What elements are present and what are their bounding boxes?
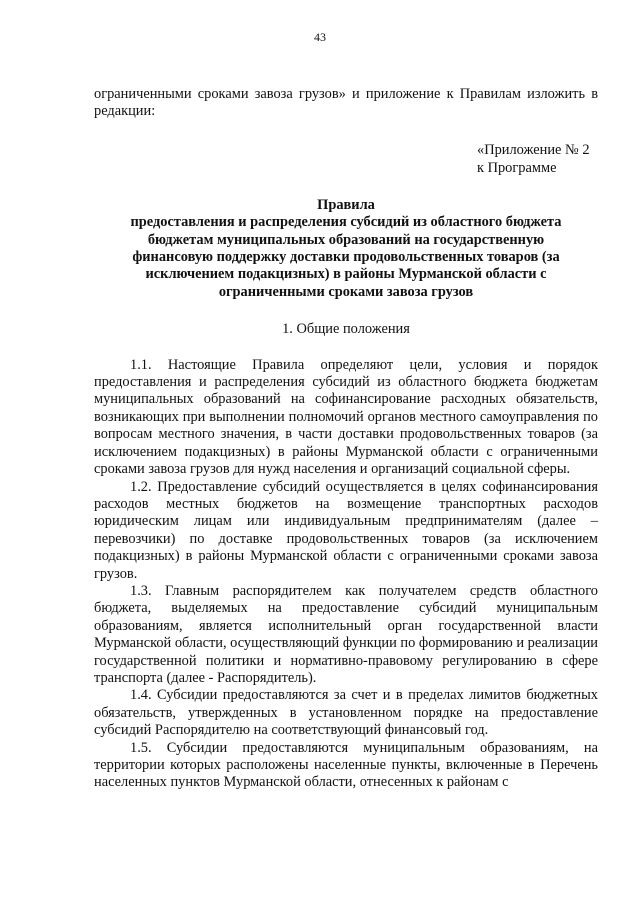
title-line-2: предоставления и распределения субсидий из областного бюджета	[130, 214, 562, 231]
title-line-4: финансовую поддержку доставки продовольственных товаров (за	[132, 249, 560, 266]
page-number: 43	[314, 30, 326, 44]
appendix-line-1: «Приложение № 2	[477, 141, 590, 158]
paragraph-1-1: 1.1. Настоящие Правила определяют цели, условия и порядок предоставления и распределения субсидий из областного бюджета бюджетам муниципальных образований на софинансирование расходных обязательств, возникающих при выполнении полномочий органов местного самоуправления по вопросам местного значения, в части доставки продовольственных товаров (за исключением подакцизных) в районы Мурманской области с ограниченными сроками завоза грузов для нужд населения и организаций социальной сферы.	[94, 356, 598, 478]
title-line-5: исключением подакцизных) в районы Мурманской области с	[145, 266, 547, 283]
paragraph-1-2: 1.2. Предоставление субсидий осуществляется в целях софинансирования расходов местных бюджетов на возмещение транспортных расходов юридическим лицам или индивидуальным предпринимателям (далее – перевозчики) по доставке продовольственных товаров (за исключением подакцизных) в районы Мурманской области с ограниченными сроками завоза грузов.	[94, 478, 598, 582]
section-heading: 1. Общие положения	[282, 321, 410, 338]
appendix-reference	[477, 141, 598, 177]
title-line-1: Правила	[317, 196, 375, 213]
paragraph-1-5: 1.5. Субсидии предоставляются муниципальным образованиям, на территории которых расположены населенные пункты, включенные в Перечень населенных пунктов Мурманской области, отнесенных к районам с	[94, 739, 598, 791]
paragraph-1-4: 1.4. Субсидии предоставляются за счет и в пределах лимитов бюджетных обязательств, утвержденных в установленном порядке на предоставление субсидий Распорядителю на соответствующий финансовый год.	[94, 687, 598, 739]
appendix-line-2: к Программе	[477, 159, 557, 176]
paragraph-1-3: 1.3. Главным распорядителем как получателем средств областного бюджета, выделяемых на предоставление субсидий муниципальным образованиям, является исполнительный орган государственной власти Мурманской области, осуществляющий функции по формированию и реализации государственной политики и нормативно-правовому регулированию в сфере транспорта (далее - Распорядитель).	[94, 582, 598, 686]
intro-paragraph: ограниченными сроками завоза грузов» и приложение к Правилам изложить в редакции:	[94, 86, 598, 120]
title-line-6: ограниченными сроками завоза грузов	[218, 283, 474, 300]
document-body	[94, 86, 598, 792]
document-title	[94, 197, 598, 301]
title-line-3: бюджетам муниципальных образований на государственную	[147, 231, 545, 248]
